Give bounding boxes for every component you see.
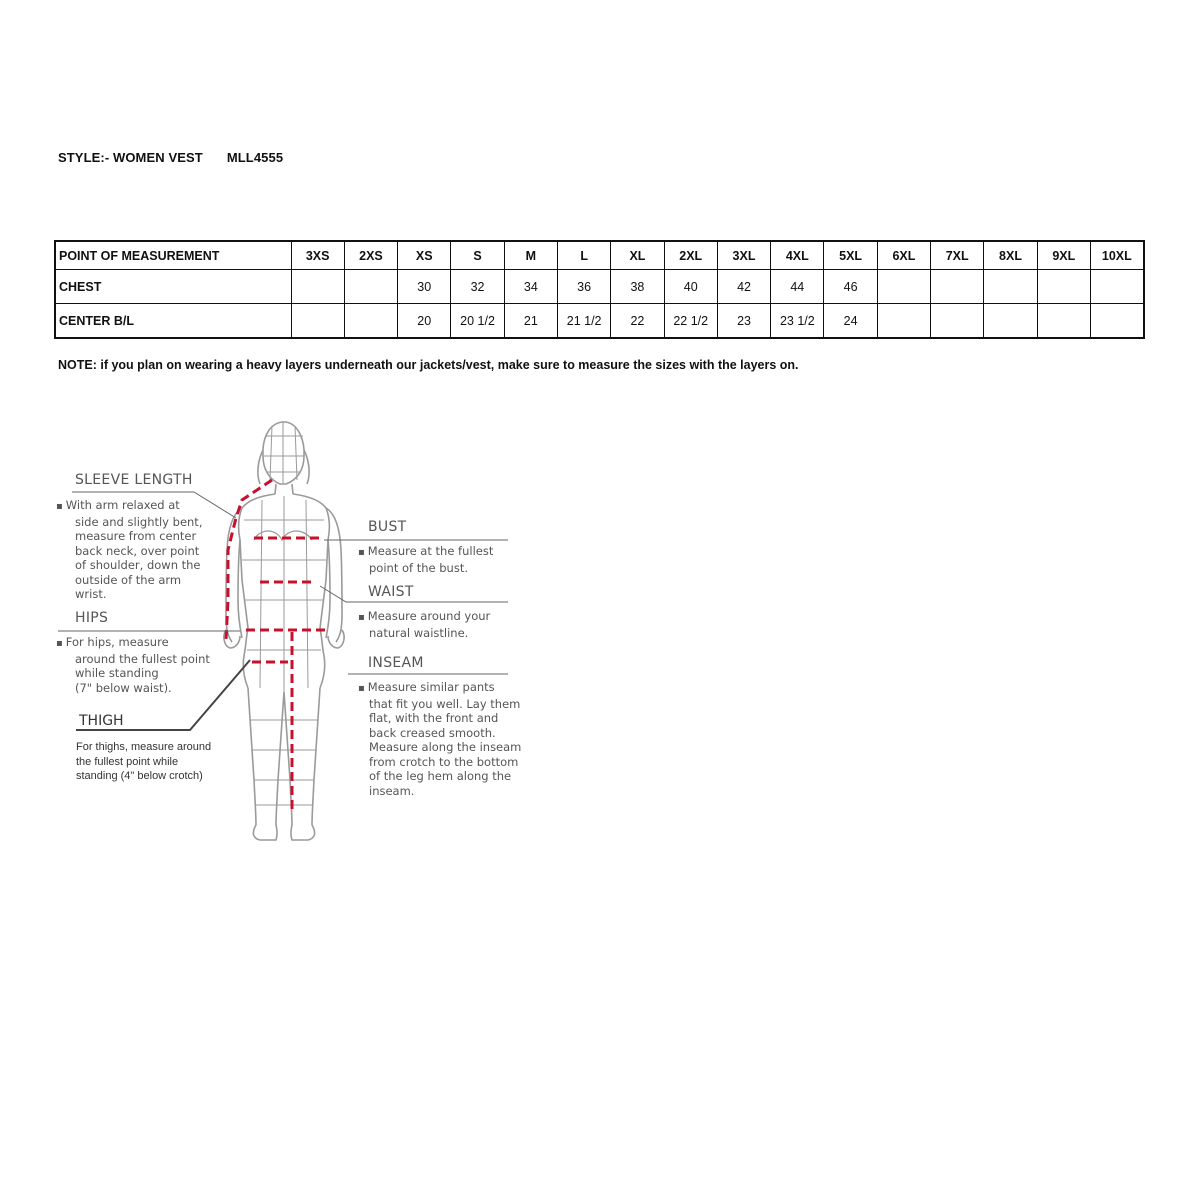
table-cell: 22 1/2 [664, 304, 717, 339]
table-cell [344, 270, 397, 304]
hips-line: (7" below waist). [75, 680, 172, 695]
header-cell: L [557, 241, 610, 270]
sleeve-length-heading: SLEEVE LENGTH [75, 472, 193, 488]
style-code: MLL4555 [226, 150, 284, 165]
header-cell: 3XL [717, 241, 770, 270]
sleeve-line: outside of the arm [75, 572, 182, 587]
table-row [55, 270, 1144, 304]
sleeve-line: side and slightly bent, [75, 514, 203, 529]
sleeve-length-text [56, 498, 202, 602]
hips-line: around the fullest point [75, 651, 210, 666]
inseam-line: ▪ Measure similar pants [358, 680, 521, 697]
thigh-line: standing (4" below crotch) [76, 770, 203, 782]
table-cell [291, 270, 344, 304]
header-cell: 7XL [931, 241, 984, 270]
row-label: CHEST [55, 270, 291, 304]
table-cell [984, 304, 1037, 339]
table-cell: 32 [451, 270, 504, 304]
hips-heading: HIPS [75, 610, 109, 626]
header-cell: 10XL [1090, 241, 1143, 270]
header-cell: 8XL [984, 241, 1037, 270]
header-cell: 3XS [291, 241, 344, 270]
table-cell: 38 [611, 270, 664, 304]
table-cell: 36 [557, 270, 610, 304]
style-label: STYLE:- WOMEN VEST [58, 150, 203, 165]
inseam-line: Measure along the inseam [369, 740, 522, 754]
header-cell: XL [611, 241, 664, 270]
bust-text [358, 544, 493, 575]
thigh-heading: THIGH [79, 713, 124, 729]
table-cell [344, 304, 397, 339]
sleeve-line: of shoulder, down the [75, 558, 201, 572]
sleeve-line: measure from center [75, 529, 197, 543]
table-cell [1090, 304, 1143, 339]
header-cell: 9XL [1037, 241, 1090, 270]
header-cell: 2XL [664, 241, 717, 270]
table-cell: 30 [398, 270, 451, 304]
table-header-row [55, 241, 1144, 270]
table-cell: 23 1/2 [771, 304, 824, 339]
thigh-text [76, 740, 211, 784]
table-cell [931, 270, 984, 304]
table-cell: 22 [611, 304, 664, 339]
header-cell: POINT OF MEASUREMENT [55, 241, 291, 270]
table-cell: 34 [504, 270, 557, 304]
size-chart-table [54, 240, 1145, 339]
waist-text [358, 609, 490, 640]
table-cell [931, 304, 984, 339]
table-cell [291, 304, 344, 339]
table-cell [1037, 270, 1090, 304]
table-cell [1090, 270, 1143, 304]
hips-line: while standing [75, 666, 159, 680]
header-cell: M [504, 241, 557, 270]
inseam-text [358, 680, 521, 798]
header-cell: 5XL [824, 241, 877, 270]
layering-note: NOTE: if you plan on wearing a heavy layers underneath our jackets/vest, make sure to measure the sizes with the layers on. [58, 358, 799, 372]
table-cell: 23 [717, 304, 770, 339]
bust-line: ▪ Measure at the fullest [358, 544, 493, 561]
sleeve-line: ▪ With arm relaxed at [56, 498, 202, 515]
table-cell: 44 [771, 270, 824, 304]
thigh-line: the fullest point while [76, 755, 179, 768]
hips-line: ▪ For hips, measure [56, 635, 210, 652]
table-cell: 20 1/2 [451, 304, 504, 339]
row-label: CENTER B/L [55, 304, 291, 339]
inseam-line: back creased smooth. [369, 725, 496, 740]
table-cell [1037, 304, 1090, 339]
header-cell: 4XL [771, 241, 824, 270]
thigh-line: For thighs, measure around [76, 741, 212, 753]
table-row [55, 304, 1144, 339]
table-cell: 42 [717, 270, 770, 304]
inseam-line: of the leg hem along the [369, 769, 512, 783]
table-cell: 46 [824, 270, 877, 304]
table-cell: 20 [398, 304, 451, 339]
style-title [58, 150, 283, 165]
waist-heading: WAIST [368, 584, 414, 600]
inseam-line: flat, with the front and [369, 711, 499, 725]
header-cell: 6XL [877, 241, 930, 270]
inseam-heading: INSEAM [368, 655, 424, 671]
waist-line: natural waistline. [369, 625, 469, 640]
table-cell: 24 [824, 304, 877, 339]
table-cell [877, 270, 930, 304]
bust-heading: BUST [368, 519, 407, 535]
bust-line: point of the bust. [369, 560, 468, 575]
table-cell: 40 [664, 270, 717, 304]
table-cell: 21 1/2 [557, 304, 610, 339]
table-cell: 21 [504, 304, 557, 339]
table-cell [877, 304, 930, 339]
sleeve-line: wrist. [75, 587, 107, 601]
inseam-line: that fit you well. Lay them [369, 696, 521, 711]
hips-text [56, 635, 210, 695]
inseam-line: inseam. [369, 783, 415, 798]
measurement-diagram [50, 400, 530, 860]
sleeve-line: back neck, over point [75, 543, 200, 558]
waist-line: ▪ Measure around your [358, 609, 490, 626]
header-cell: XS [398, 241, 451, 270]
header-cell: S [451, 241, 504, 270]
table-cell [984, 270, 1037, 304]
header-cell: 2XS [344, 241, 397, 270]
inseam-line: from crotch to the bottom [369, 754, 519, 769]
